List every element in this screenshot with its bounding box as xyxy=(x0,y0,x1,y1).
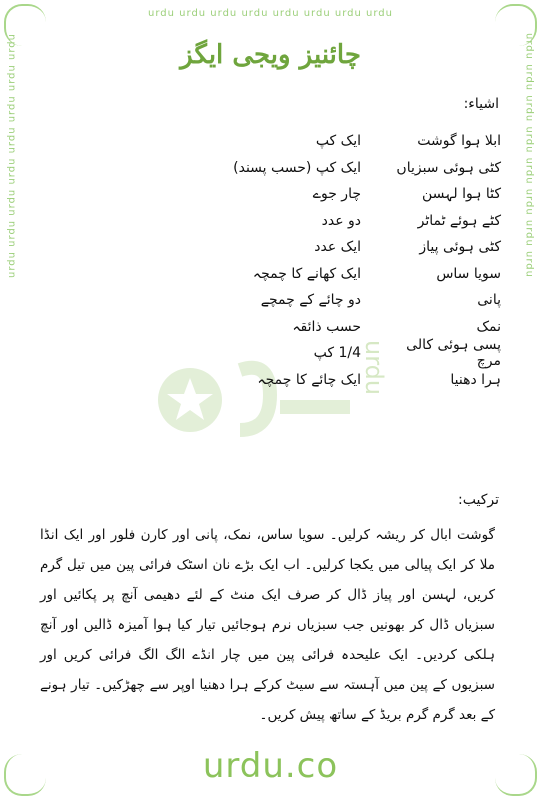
ingredient-quantity: ایک کھانے کا چمچہ xyxy=(252,265,361,282)
ingredient-name: کٹی ہوئی پیاز xyxy=(419,239,501,256)
ingredients-list xyxy=(161,128,501,396)
ingredient-name: نمک xyxy=(476,318,501,335)
ingredient-row xyxy=(161,208,501,235)
ingredient-quantity: ایک چائے کا چمچہ xyxy=(257,371,361,388)
ingredient-name: ابلا ہوا گوشت xyxy=(417,133,501,150)
ingredient-row xyxy=(161,367,501,394)
ingredient-row xyxy=(161,314,501,341)
ingredient-quantity: 1/4 کپ xyxy=(313,345,361,362)
ingredient-quantity: ایک کپ xyxy=(315,133,361,150)
ingredient-row xyxy=(161,155,501,182)
ingredient-name: پسی ہوئی کالی مرچ xyxy=(406,337,501,370)
ingredient-quantity: چار جوے xyxy=(312,186,361,203)
ingredient-row xyxy=(161,181,501,208)
ingredient-name: کٹا ہوا لہسن xyxy=(422,186,501,203)
recipe-title: چائنیز ویجی ایگز xyxy=(180,40,361,70)
border-text-left: urdu urdu urdu urdu urdu urdu urdu urdu xyxy=(6,33,18,278)
footer-logo-text: urdu.co xyxy=(202,746,339,786)
method-label: ترکیب: xyxy=(458,492,499,508)
method-text: گوشت ابال کر ریشہ کرلیں۔ سویا ساس، نمک، پانی اور کارن فلور اور ایک انڈا ملا کر ایک پیالی میں یکجا کرلیں۔ اب ایک بڑے نان اسٹک فرائی پین میں تیل گرم کریں، لہسن اور پیاز ڈال کر صرف ایک منٹ کے لئے دھیمی آنچ پر پکائیں اور سبزیاں ڈال کر بھونیں جب سبزیاں نرم ہوجائیں تیار کیا ہوا آمیزہ ڈالیں اور آنچ ہلکی کردیں۔ ایک علیحدہ فرائی پین میں چار انڈے الگ الگ فرائی کریں اور سبزیوں کے پین میں آہستہ سے سیٹ کرکے ہرا دھنیا اوپر سے چھڑکیں۔ تیار ہونے کے بعد گرم گرم بریڈ کے ساتھ پیش کریں۔ xyxy=(40,527,495,723)
ingredient-row xyxy=(161,287,501,314)
ingredient-row xyxy=(161,261,501,288)
ingredients-label: اشیاء: xyxy=(463,96,499,112)
ingredient-name: پانی xyxy=(477,292,501,309)
ingredient-quantity: دو عدد xyxy=(321,212,361,229)
ingredient-quantity: حسب ذائقہ xyxy=(292,318,361,335)
border-text-top: urdu urdu urdu urdu urdu urdu urdu urdu xyxy=(148,8,393,19)
ingredient-name: کٹی ہوئی سبزیاں xyxy=(396,159,501,176)
ingredient-name: کٹے ہوئے ٹماٹر xyxy=(417,212,501,229)
ingredient-quantity: ایک کپ (حسب پسند) xyxy=(233,159,361,176)
ingredient-name: سویا ساس xyxy=(436,265,501,282)
ingredient-quantity: دو چائے کے چمچے xyxy=(260,292,361,309)
border-text-right: urdu urdu urdu urdu urdu urdu urdu urdu xyxy=(523,33,535,278)
ingredient-row xyxy=(161,234,501,261)
ingredient-row xyxy=(161,128,501,155)
watermark-text: urdu xyxy=(360,340,388,396)
ingredient-quantity: ایک عدد xyxy=(314,239,361,256)
ingredient-name: ہرا دھنیا xyxy=(450,371,501,388)
